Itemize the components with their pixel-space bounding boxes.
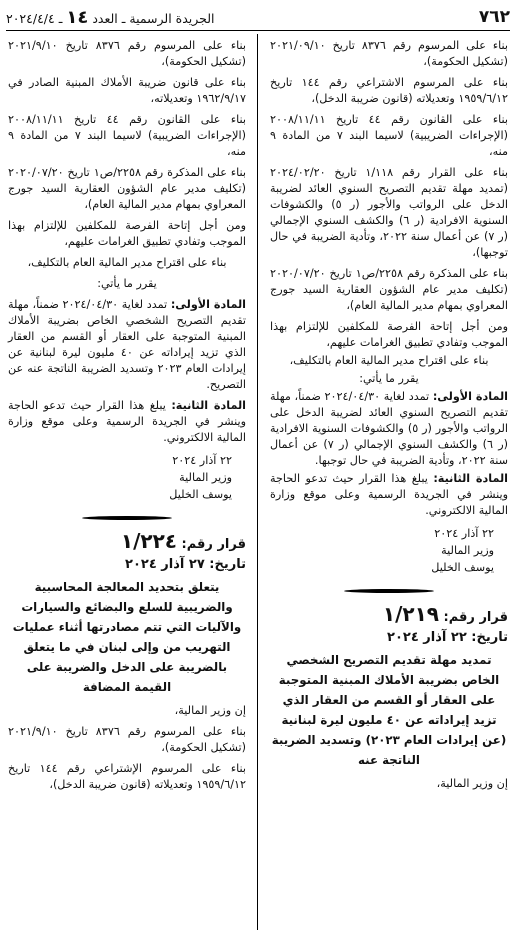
preamble-paragraph: بناء على المذكرة رقم ٢٢٥٨/ص١ تاريخ ٢٠٢٠/٠٧/٢٠ (تكليف مدير عام الشؤون العقارية السيد جورج المعراوي بمهام مدير المالية العام)، (270, 267, 508, 312)
decision-label: قرار رقم: (181, 537, 246, 552)
article-label: المادة الثانية: (433, 472, 509, 485)
preamble-paragraph: بناء على القانون رقم ٤٤ تاريخ ٢٠٠٨/١١/١١ (الإجراءات الضريبية) لاسيما البند ٧ من المادة ٩ منه، (8, 113, 247, 158)
preamble-paragraph: بناء على اقتراح مدير المالية العام بالتكليف، (27, 256, 227, 269)
signature-date: ٢٢ آذار ٢٠٢٤ (434, 527, 494, 540)
section-divider (82, 511, 172, 525)
left-column (8, 38, 246, 798)
date-value: ٢٢ آذار ٢٠٢٤ (387, 630, 467, 645)
article-text: يبلغ هذا القرار حيث تدعو الحاجة وينشر في الجريدة الرسمية وعلى موقع وزارة المالية الالكتروني. (270, 472, 508, 517)
preamble-paragraph: بناء على المذكرة رقم ٢٢٥٨/ص١ تاريخ ٢٠٢٠/٠٧/٢٠ (تكليف مدير عام الشؤون العقارية السيد جورج المعراوي بمهام مدير المالية العام)، (8, 166, 246, 211)
page-header (6, 4, 510, 31)
decision-label: قرار رقم: (443, 610, 508, 625)
decision-subject: يتعلق بتحديد المعالجة المحاسبية والضريبية للسلع والبضائع والسيارات والآليات التي تتم مصادرتها أثناء عمليات التهريب من وإلى لبنان في ما يتعلق بالضريبة على الدخل والضريبة على القيمة المضافة (12, 580, 242, 694)
preamble-paragraph: بناء على المرسوم الاشتراعي رقم ١٤٤ تاريخ ١٩٥٩/٦/١٢ وتعديلاته (قانون ضريبة الدخل)، (270, 76, 508, 105)
article-1 (8, 297, 246, 393)
page-number: ٧٦٢ (478, 7, 510, 27)
preamble-paragraph: ومن أجل إتاحة الفرصة للمكلفين للإلتزام بهذا الموجب وتفادي تطبيق الغرامات عليهم، (270, 320, 508, 349)
signature-block (28, 452, 246, 503)
article-2 (8, 398, 246, 446)
issue-info (6, 7, 215, 28)
preamble-paragraph: بناء على المرسوم الإشتراعي رقم ١٤٤ تاريخ ١٩٥٩/٦/١٢ وتعديلاته (قانون ضريبة الدخل)، (8, 762, 246, 791)
preamble-paragraph: ومن أجل إتاحة الفرصة للمكلفين للإلتزام بهذا الموجب وتفادي تطبيق الغرامات عليهم، (8, 219, 246, 248)
article-1 (270, 389, 508, 469)
preamble-paragraph: بناء على اقتراح مدير المالية العام بالتكليف، (289, 354, 489, 367)
article-label: المادة الأولى: (170, 298, 247, 311)
decision-number: ١/٢٢٤ (120, 529, 177, 553)
gazette-name: الجريدة الرسمية ـ العدد (92, 10, 215, 26)
decision-date (270, 630, 508, 646)
signature-role: وزير المالية (441, 544, 494, 557)
decides-line: يقرر ما يأتي: (359, 372, 419, 385)
article-text: يبلغ هذا القرار حيث تدعو الحاجة وينشر في الجريدة الرسمية وعلى موقع وزارة المالية الالكتروني. (8, 399, 246, 444)
minister-line: إن وزير المالية، (436, 777, 508, 790)
preamble-paragraph: بناء على المرسوم رقم ٨٣٧٦ تاريخ ٢٠٢١/٠٩/١٠ (تشكيل الحكومة)، (270, 39, 508, 68)
section-divider (344, 584, 434, 598)
decision-date (8, 557, 246, 573)
preamble-paragraph: بناء على المرسوم رقم ٨٣٧٦ تاريخ ٢٠٢١/٩/١٠ (تشكيل الحكومة)، (8, 725, 246, 754)
preamble-paragraph: بناء على القرار رقم ١/١١٨ تاريخ ٢٠٢٤/٠٢/٢٠ (تمديد مهلة تقديم التصريح السنوي العائد لضريبة الدخل على الرواتب والأجور (ر ٥) والكشوفات السنوية الافرادية (ر ٦) والكشف السنوي الإجمالي (ر ٧) عن أعمال سنة ٢٠٢٢، وتأدية الضريبة في حال توجبها)، (270, 166, 508, 259)
issue-number: ١٤ (66, 6, 89, 28)
minister-line: إن وزير المالية، (174, 704, 246, 717)
decides-line: يقرر ما يأتي: (97, 277, 157, 290)
column-rule (257, 34, 258, 930)
signature-role: وزير المالية (179, 471, 232, 484)
decision-subject: تمديد مهلة تقديم التصريح الشخصي الخاص بضريبة الأملاك المبنية المتوجبة على العقار أو القسم من العقار الذي تزيد إيراداته عن ٤٠ مليون ليرة لبنانية (عن إيرادات العام ٢٠٢٣) وتسديد الضريبة الناتجة عنه (271, 653, 507, 767)
preamble-paragraph: بناء على قانون ضريبة الأملاك المبنية الصادر في ١٩٦٢/٩/١٧ وتعديلاته، (8, 76, 246, 105)
decision-heading (8, 529, 246, 553)
signature-date: ٢٢ آذار ٢٠٢٤ (172, 454, 232, 467)
article-label: المادة الثانية: (171, 399, 247, 412)
date-label: تاريخ: (209, 557, 246, 572)
article-text: تمدد لغاية ٢٠٢٤/٠٤/٣٠ ضمناً، مهلة تقديم التصريح السنوي العائد لضريبة الدخل على الرواتب والأجور (ر ٥) والكشوفات السنوية الافرادية (ر ٦) والكشف السنوي الإجمالي (ر ٧) عن أعمال سنة ٢٠٢٢، وتأدية الضريبة في حال توجبها. (270, 390, 509, 467)
article-2 (270, 471, 508, 519)
article-label: المادة الأولى: (432, 390, 509, 403)
preamble-paragraph: بناء على المرسوم رقم ٨٣٧٦ تاريخ ٢٠٢١/٩/١٠ (تشكيل الحكومة)، (8, 39, 246, 68)
date-label: تاريخ: (471, 630, 508, 645)
issue-date: ـ ٢٠٢٤/٤/٤ (6, 10, 63, 26)
preamble-paragraph: بناء على القانون رقم ٤٤ تاريخ ٢٠٠٨/١١/١١ (الإجراءات الضريبية) لاسيما البند ٧ من المادة ٩ منه، (270, 113, 509, 158)
signature-block (290, 525, 508, 576)
signature-name: يوسف الخليل (431, 561, 494, 574)
decision-number: ١/٢١٩ (382, 602, 439, 626)
date-value: ٢٧ آذار ٢٠٢٤ (125, 557, 205, 572)
right-column (270, 38, 508, 797)
article-text: تمدد لغاية ٢٠٢٤/٠٤/٣٠ ضمناً، مهلة تقديم التصريح الشخصي الخاص بضريبة الأملاك المبنية المتوجبة على العقار أو القسم من العقار الذي تزيد إيراداته عن ٤٠ مليون ليرة لبنانية عن إيرادات العام ٢٠٢٣ وتسديد الضريبة الناتجة عنه عن التصريح. (8, 298, 246, 391)
decision-heading (270, 602, 508, 626)
signature-name: يوسف الخليل (169, 488, 232, 501)
